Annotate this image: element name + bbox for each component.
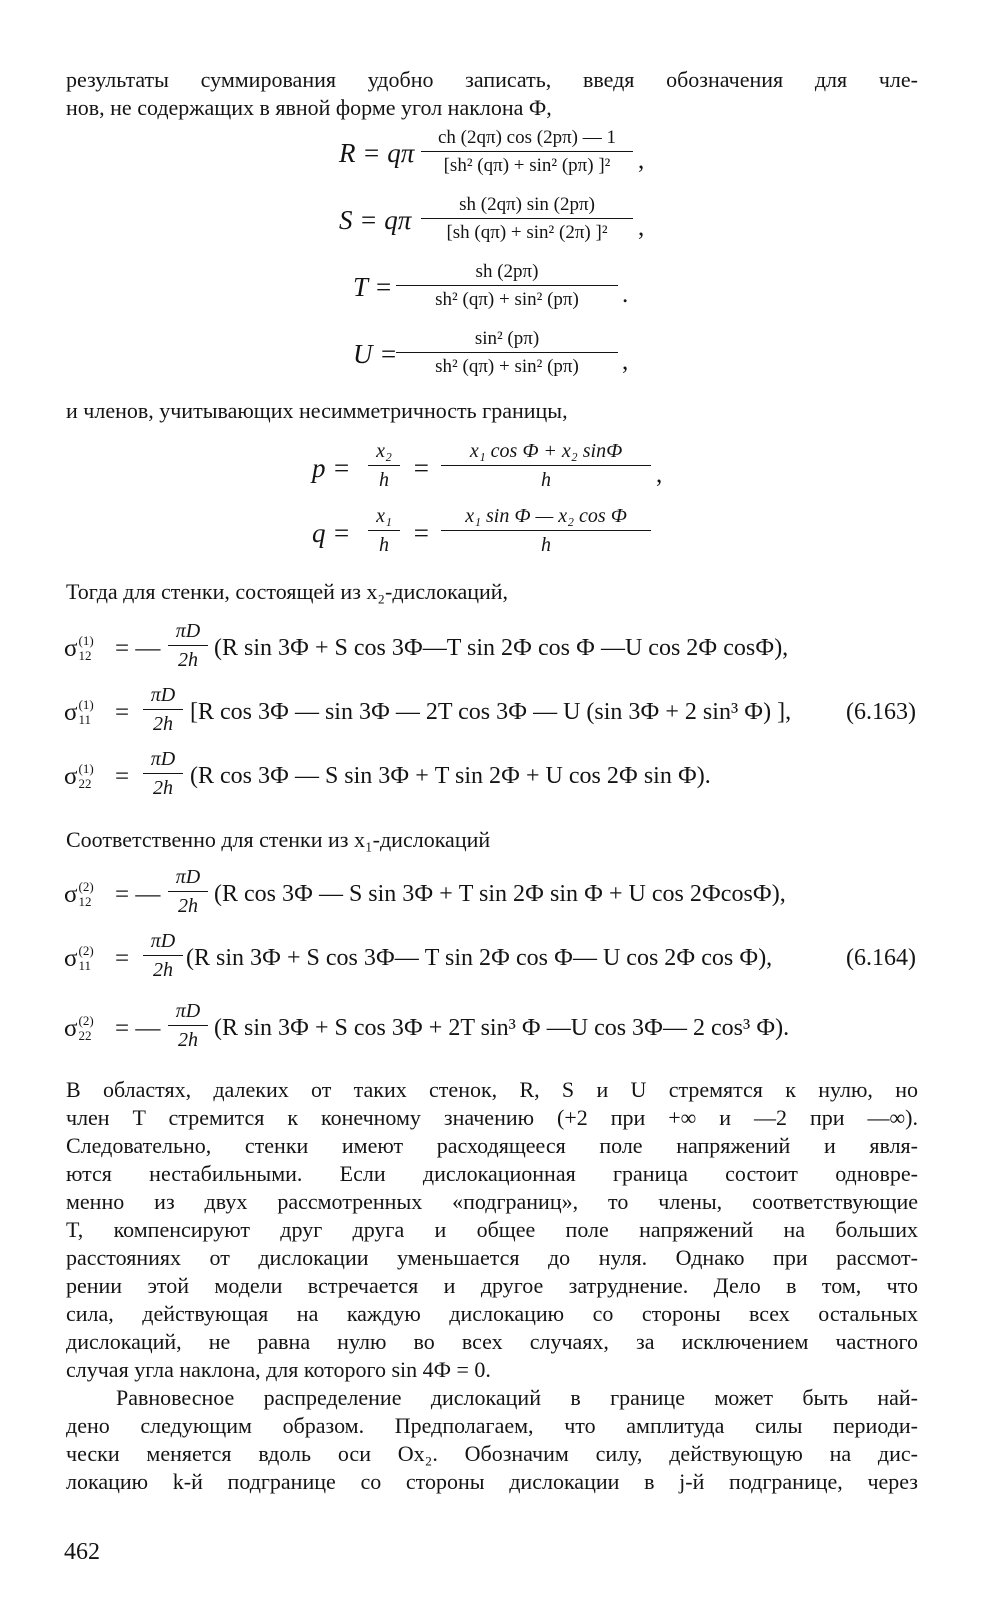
sigma-11-1-sign: =	[115, 699, 130, 726]
para2-line: чески меняется вдоль оси Ox₂. Обозначим силу, действующую на дис-	[66, 1441, 918, 1466]
def-t-denominator: sh² (qπ) + sin² (pπ)	[435, 289, 579, 310]
sigma-22-1-coef	[143, 749, 183, 798]
fraction-bar	[143, 955, 183, 956]
p-lhs: p =	[312, 453, 351, 483]
para2-line: локацию k-й подгранице со стороны дислокации в j-й подгранице, через	[66, 1469, 918, 1494]
sigma-11-2: σ (2) 11	[64, 943, 94, 973]
sigma-12-2-coef	[168, 867, 208, 916]
coef-num: πD	[150, 684, 176, 706]
fraction-bar	[441, 465, 651, 466]
fraction-bar	[143, 709, 183, 710]
para1-line: расстояниях от дислокации уменьшается до нуля. Однако при рассмот-	[66, 1245, 918, 1270]
def-s-lhs: S = qπ	[339, 205, 412, 235]
coef-num: πD	[150, 930, 176, 952]
sigma-22-2-coef	[168, 1001, 208, 1050]
sigma-11-1-coef	[143, 685, 183, 734]
coef-den: 2h	[153, 959, 173, 981]
correspondingly-text: Соответственно для стенки из x₁-дислокаций	[66, 827, 491, 852]
para1-line: дислокаций, не равна нулю во всех случаях, за исключением частного	[66, 1329, 918, 1354]
asymmetry-text: и членов, учитывающих несимметричность границы,	[66, 398, 568, 423]
sigma-11-2-sign: =	[115, 945, 130, 972]
q-fraction-1	[368, 506, 400, 555]
p-equals: =	[412, 453, 431, 483]
sigma-12-2: σ (2) 12	[64, 879, 94, 909]
def-s-denominator: [sh (qπ) + sin² (2π) ]²	[446, 222, 608, 243]
coef-num: πD	[175, 1000, 201, 1022]
sigma-12-2-body: (R cos 3Ф — S sin 3Ф + T sin 2Ф sin Ф + U cos 2ФcosФ),	[214, 881, 786, 907]
def-t-numerator: sh (2pπ)	[475, 261, 539, 282]
def-s-fraction	[421, 195, 633, 242]
para1-line: сила, действующая на каждую дислокацию со стороны всех остальных	[66, 1301, 918, 1326]
p-fraction-1	[368, 441, 400, 490]
sigma-22-2-body: (R sin 3Ф + S cos 3Ф + 2T sin³ Ф —U cos 3Ф— 2 cos³ Ф).	[214, 1015, 790, 1041]
def-t-fraction	[396, 262, 618, 309]
sigma-12-1-coef	[168, 621, 208, 670]
def-u-lhs: U =	[353, 339, 398, 369]
def-s-punct: ,	[638, 214, 645, 241]
def-u-fraction	[396, 329, 618, 376]
equation-number-6-163: (6.163)	[846, 699, 916, 725]
fraction-bar	[421, 151, 633, 152]
q-equals: =	[412, 518, 431, 548]
intro-line-2: нов, не содержащих в явной форме угол наклона Ф,	[66, 95, 552, 120]
coef-den: 2h	[153, 777, 173, 799]
p-punct: ,	[656, 461, 663, 488]
q-num-2: x₁ sin Ф — x₂ cos Ф	[465, 505, 627, 527]
def-t-lhs: T =	[353, 272, 393, 302]
q-den-1: h	[379, 534, 389, 556]
def-u-punct: ,	[622, 348, 629, 375]
para1-line: ются нестабильными. Если дислокационная граница состоит одновре-	[66, 1161, 918, 1186]
p-den-2: h	[541, 469, 551, 491]
para1-line: В областях, далеких от таких стенок, R, S и U стремятся к нулю, но	[66, 1077, 918, 1102]
fraction-bar	[368, 530, 400, 531]
sigma-12-1-body: (R sin 3Ф + S cos 3Ф—T sin 2Ф cos Ф —U cos 2Ф cosФ),	[214, 635, 789, 661]
fraction-bar	[143, 773, 183, 774]
fraction-bar	[168, 1025, 208, 1026]
fraction-bar	[168, 645, 208, 646]
para1-line: член T стремится к конечному значению (+2 при +∞ и —2 при —∞).	[66, 1105, 918, 1130]
def-r-numerator: ch (2qπ) cos (2pπ) — 1	[437, 127, 616, 148]
sigma-11-1: σ (1) 11	[64, 697, 94, 727]
sigma-11-1-body: [R cos 3Ф — sin 3Ф — 2T cos 3Ф — U (sin 3Ф + 2 sin³ Ф) ],	[190, 699, 792, 725]
coef-num: πD	[175, 866, 201, 888]
fraction-bar	[396, 352, 618, 353]
sigma-12-1: σ (1) 12	[64, 633, 94, 663]
def-r-punct: ,	[638, 147, 645, 174]
def-u-numerator: sin² (pπ)	[474, 328, 540, 349]
fraction-bar	[396, 285, 618, 286]
q-den-2: h	[541, 534, 551, 556]
fraction-bar	[168, 891, 208, 892]
coef-den: 2h	[178, 649, 198, 671]
para1-line: Следовательно, стенки имеют расходящееся поле напряжений и явля-	[66, 1133, 918, 1158]
para1-line: случая угла наклона, для которого sin 4Ф = 0.	[66, 1357, 491, 1382]
p-num-1: x₂	[376, 440, 392, 462]
sigma-22-1-sign: =	[115, 763, 130, 790]
equation-number-6-164: (6.164)	[846, 945, 916, 971]
coef-num: πD	[150, 748, 176, 770]
then-text: Тогда для стенки, состоящей из x₂-дислокаций,	[66, 579, 509, 604]
def-r-fraction	[421, 128, 633, 175]
intro-line-1: результаты суммирования удобно записать, введя обозначения для чле-	[66, 67, 918, 92]
q-num-1: x₁	[376, 505, 392, 527]
fraction-bar	[441, 530, 651, 531]
def-u-denominator: sh² (qπ) + sin² (pπ)	[435, 356, 579, 377]
sigma-11-2-body: (R sin 3Ф + S cos 3Ф— T sin 2Ф cos Ф— U cos 2Ф cos Ф),	[186, 945, 773, 971]
coef-den: 2h	[178, 1029, 198, 1051]
p-fraction-2	[441, 441, 651, 490]
sigma-22-2-sign: = —	[115, 1015, 161, 1042]
def-t-punct: .	[622, 281, 629, 308]
page-number: 462	[64, 1539, 100, 1565]
para2-line: Равновесное распределение дислокаций в границе может быть най-	[116, 1385, 918, 1410]
fraction-bar	[368, 465, 400, 466]
para1-line: рении этой модели встречается и другое затруднение. Дело в том, что	[66, 1273, 918, 1298]
fraction-bar	[421, 218, 633, 219]
sigma-12-2-sign: = —	[115, 881, 161, 908]
sigma-12-1-sign: = —	[115, 635, 161, 662]
sigma-22-1: σ (1) 22	[64, 761, 94, 791]
def-r-lhs: R = qπ	[339, 138, 415, 168]
def-s-numerator: sh (2qπ) sin (2pπ)	[459, 194, 595, 215]
sigma-22-2: σ (2) 22	[64, 1013, 94, 1043]
para2-line: дено следующим образом. Предполагаем, что амплитуда силы периоди-	[66, 1413, 918, 1438]
p-num-2: x₁ cos Ф + x₂ sinФ	[469, 440, 623, 462]
p-den-1: h	[379, 469, 389, 491]
para1-line: менно из двух рассмотренных «подграниц», то члены, соответствующие	[66, 1189, 918, 1214]
para1-line: T, компенсируют друг друга и общее поле напряжений на больших	[66, 1217, 918, 1242]
sigma-11-2-coef	[143, 931, 183, 980]
q-lhs: q =	[312, 518, 351, 548]
sigma-22-1-body: (R cos 3Ф — S sin 3Ф + T sin 2Ф + U cos 2Ф sin Ф).	[190, 763, 711, 789]
def-r-denominator: [sh² (qπ) + sin² (pπ) ]²	[443, 155, 611, 176]
q-fraction-2	[441, 506, 651, 555]
coef-num: πD	[175, 620, 201, 642]
coef-den: 2h	[153, 713, 173, 735]
coef-den: 2h	[178, 895, 198, 917]
